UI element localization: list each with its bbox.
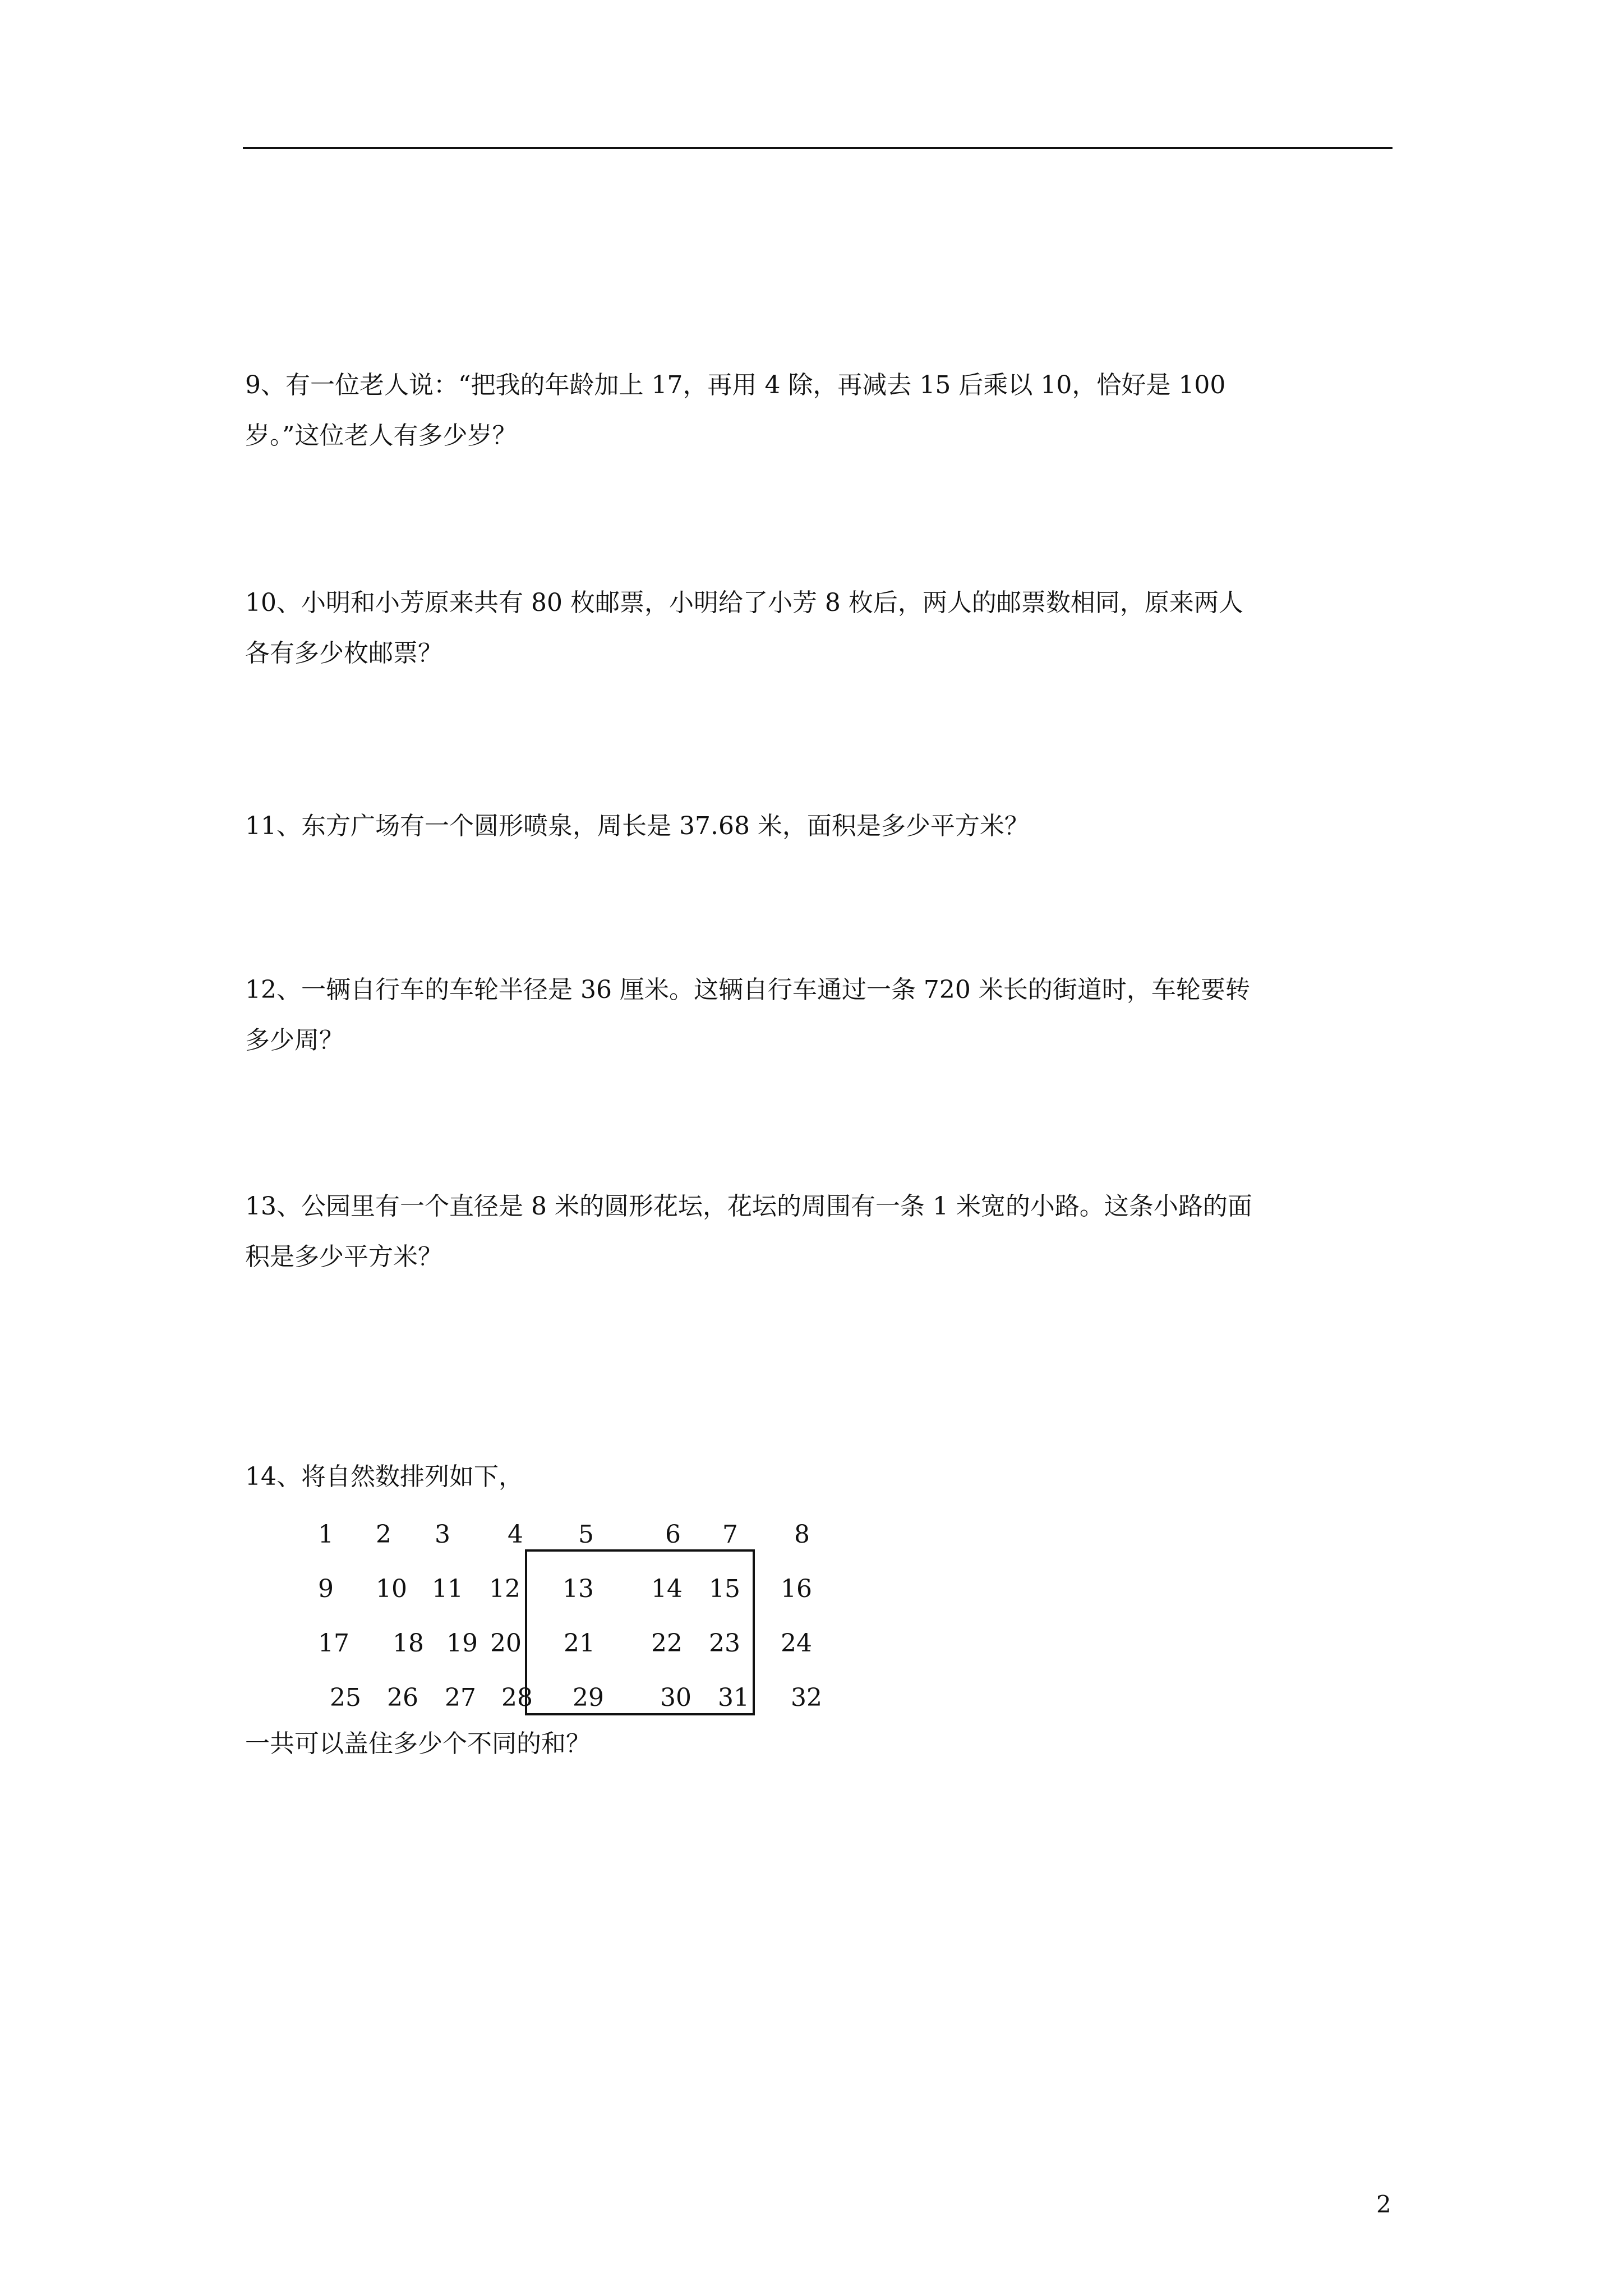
- grid-number: 30: [660, 1683, 691, 1712]
- grid-number: 26: [387, 1683, 418, 1712]
- question-line: 岁。”这位老人有多少岁？: [245, 421, 517, 450]
- header-rule: [243, 147, 1393, 149]
- grid-number: 17: [318, 1629, 349, 1658]
- grid-number: 9: [318, 1575, 334, 1603]
- grid-number: 6: [665, 1520, 681, 1549]
- question-line: 一共可以盖住多少个不同的和？: [245, 1729, 591, 1758]
- grid-number: 12: [489, 1575, 520, 1603]
- grid-number: 8: [794, 1520, 810, 1549]
- question-12: [245, 965, 1395, 1066]
- page-number: 2: [1376, 2191, 1391, 2218]
- cover-rectangle: [525, 1549, 755, 1715]
- question-13: [245, 1181, 1395, 1282]
- grid-number: 27: [445, 1683, 476, 1712]
- question-10: [245, 578, 1395, 679]
- grid-number: 2: [376, 1520, 391, 1549]
- grid-number: 23: [709, 1629, 740, 1658]
- grid-number: 32: [791, 1683, 822, 1712]
- question-line: 14、将自然数排列如下，: [245, 1462, 523, 1491]
- question-line: 积是多少平方米？: [245, 1243, 442, 1271]
- grid-number: 10: [376, 1575, 407, 1603]
- grid-number: 5: [578, 1520, 594, 1549]
- question-9: [245, 360, 1395, 461]
- grid-number: 20: [490, 1629, 522, 1658]
- question-line: 10、小明和小芳原来共有 80 枚邮票，小明给了小芳 8 枚后，两人的邮票数相同，原来两人: [245, 588, 1243, 617]
- grid-number: 1: [318, 1520, 334, 1549]
- grid-number: 19: [446, 1629, 478, 1658]
- grid-number: 28: [501, 1683, 533, 1712]
- grid-number: 24: [781, 1629, 812, 1658]
- question-11: [245, 801, 1395, 852]
- grid-number: 22: [651, 1629, 683, 1658]
- question-line: 多少周？: [245, 1026, 344, 1055]
- grid-number: 18: [393, 1629, 424, 1658]
- grid-number: 21: [564, 1629, 595, 1658]
- grid-number: 29: [573, 1683, 604, 1712]
- grid-number: 7: [722, 1520, 738, 1549]
- grid-number: 31: [718, 1683, 749, 1712]
- grid-number: 14: [651, 1575, 683, 1603]
- grid-number: 4: [508, 1520, 523, 1549]
- question-line: 12、一辆自行车的车轮半径是 36 厘米。这辆自行车通过一条 720 米长的街道时，车轮要转: [245, 976, 1250, 1004]
- grid-number: 11: [432, 1575, 463, 1603]
- question-line: 各有多少枚邮票？: [245, 639, 442, 668]
- question-14-prompt: [245, 1719, 1395, 1769]
- question-14: [245, 1452, 1395, 1502]
- question-line: 11、东方广场有一个圆形喷泉，周长是 37.68 米，面积是多少平方米？: [245, 812, 1029, 840]
- question-line: 9、有一位老人说：“把我的年龄加上 17，再用 4 除，再减去 15 后乘以 10，恰好是 100: [245, 371, 1226, 399]
- question-line: 13、公园里有一个直径是 8 米的圆形花坛，花坛的周围有一条 1 米宽的小路。这条小路的面: [245, 1192, 1252, 1221]
- grid-number: 15: [709, 1575, 740, 1603]
- grid-number: 16: [781, 1575, 812, 1603]
- grid-number: 3: [435, 1520, 450, 1549]
- grid-number: 25: [330, 1683, 361, 1712]
- grid-number: 13: [562, 1575, 594, 1603]
